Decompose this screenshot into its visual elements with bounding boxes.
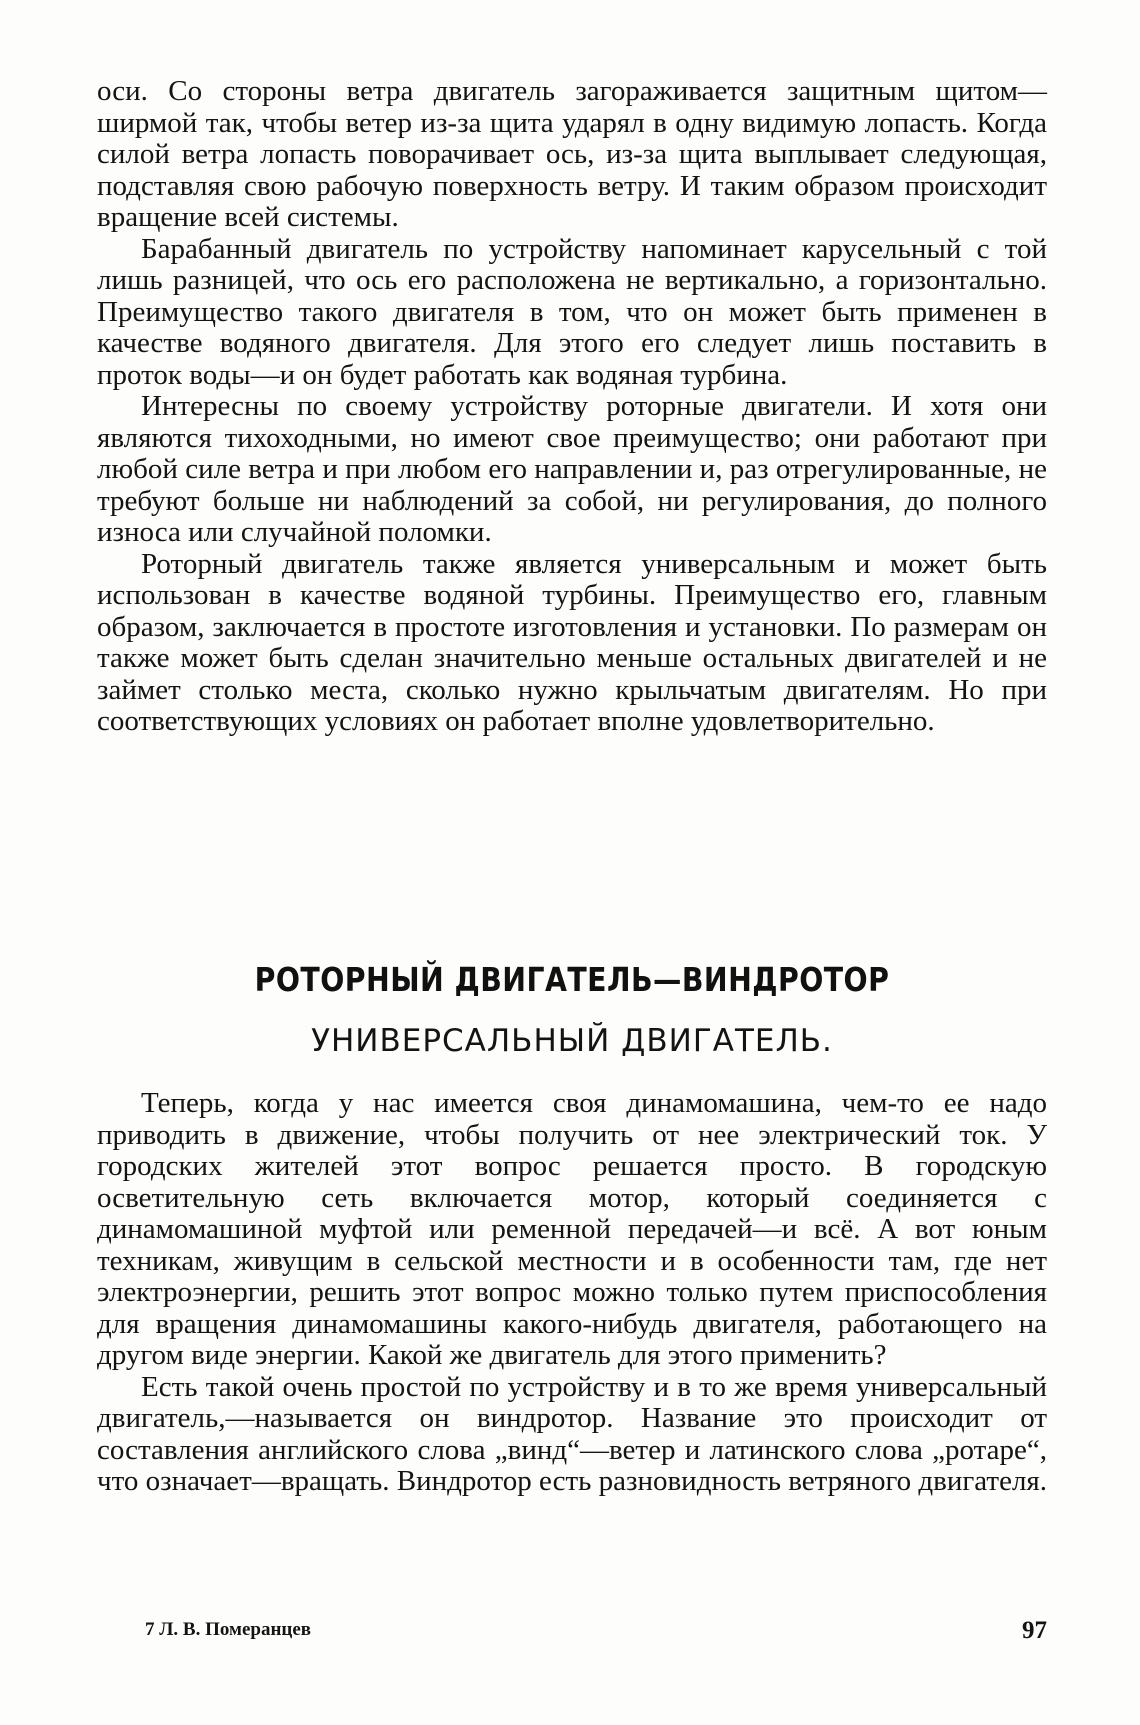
paragraph-drum-engine: Барабанный двигатель по устройству напоминает карусельный с той лишь разницей, что ось его расположена не вертикально, а горизонтально. Преимущество такого двигателя в том, что он может быть применен в качестве водяного двигателя. Для этого его следует лишь поставить в проток воды—и он будет работать как водяная турбина. [97,232,1047,391]
section-title: РОТОРНЫЙ ДВИГАТЕЛЬ—ВИНДРОТОР [254,960,890,999]
paragraph-continuation: оси. Со стороны ветра двигатель загораживается защитным щитом—ширмой так, чтобы ветер из-за щита ударял в одну видимую лопасть. Когда силой ветра лопасть поворачивает ось, из-за щита выплывает следующая, подставляя свою рабочую поверхность ветру. И таким образом происходит вращение всей системы. [97,75,1047,233]
paragraph-rotor-universal: Роторный двигатель также является универсальным и может быть использован в качестве водяной турбины. Преимущество его, главным образом, заключается в простоте изготовления и установки. По размерам он также может быть сделан значительно меньше остальных двигателей и не займет столько места, сколько нужно крыльчатым двигателям. Но при соответствующих условиях он работает вполне удовлетворительно. [97,547,1047,737]
paragraph-rotor-engines: Интересны по своему устройству роторные двигатели. И хотя они являются тихоходными, но имеют свое преимущество; они работают при любой силе ветра и при любом его направлении и, раз отрегулированные, не требуют больше ни наблюдений за собой, ни регулирования, до полного износа или случайной поломки. [97,390,1047,548]
body-text-top [97,76,1047,738]
paragraph-windrotor: Есть такой очень простой по устройству и в то же время универсальный двигатель,—называется он виндротор. Название это происходит от составления английского слова „винд“—ветер и латинского слова „ротаре“, что означает—вращать. Виндротор есть разновидность ветряного двигателя. [97,1370,1048,1497]
page-footer [97,1617,1047,1647]
signature-mark: 7 Л. В. Померанцев [145,1619,312,1640]
section-heading-block [97,960,1047,1061]
body-text-bottom [97,1088,1047,1498]
page-number: 97 [1022,1617,1047,1644]
paragraph-dynamo: Теперь, когда у нас имеется своя динамомашина, чем-то ее надо приводить в движение, чтобы получить от нее электрический ток. У городских жителей этот вопрос решается просто. В городскую осветительную сеть включается мотор, который соединяется с динамомашиной муфтой или ременной передачей—и всё. А вот юным техникам, живущим в сельской местности и в особенности там, где нет электроэнергии, решить этот вопрос можно только путем приспособления для вращения динамомашины какого-нибудь двигателя, работающего на другом виде энергии. Какой же двигатель для этого применить? [97,1087,1047,1371]
section-subtitle: УНИВЕРСАЛЬНЫЙ ДВИГАТЕЛЬ. [311,1023,833,1059]
